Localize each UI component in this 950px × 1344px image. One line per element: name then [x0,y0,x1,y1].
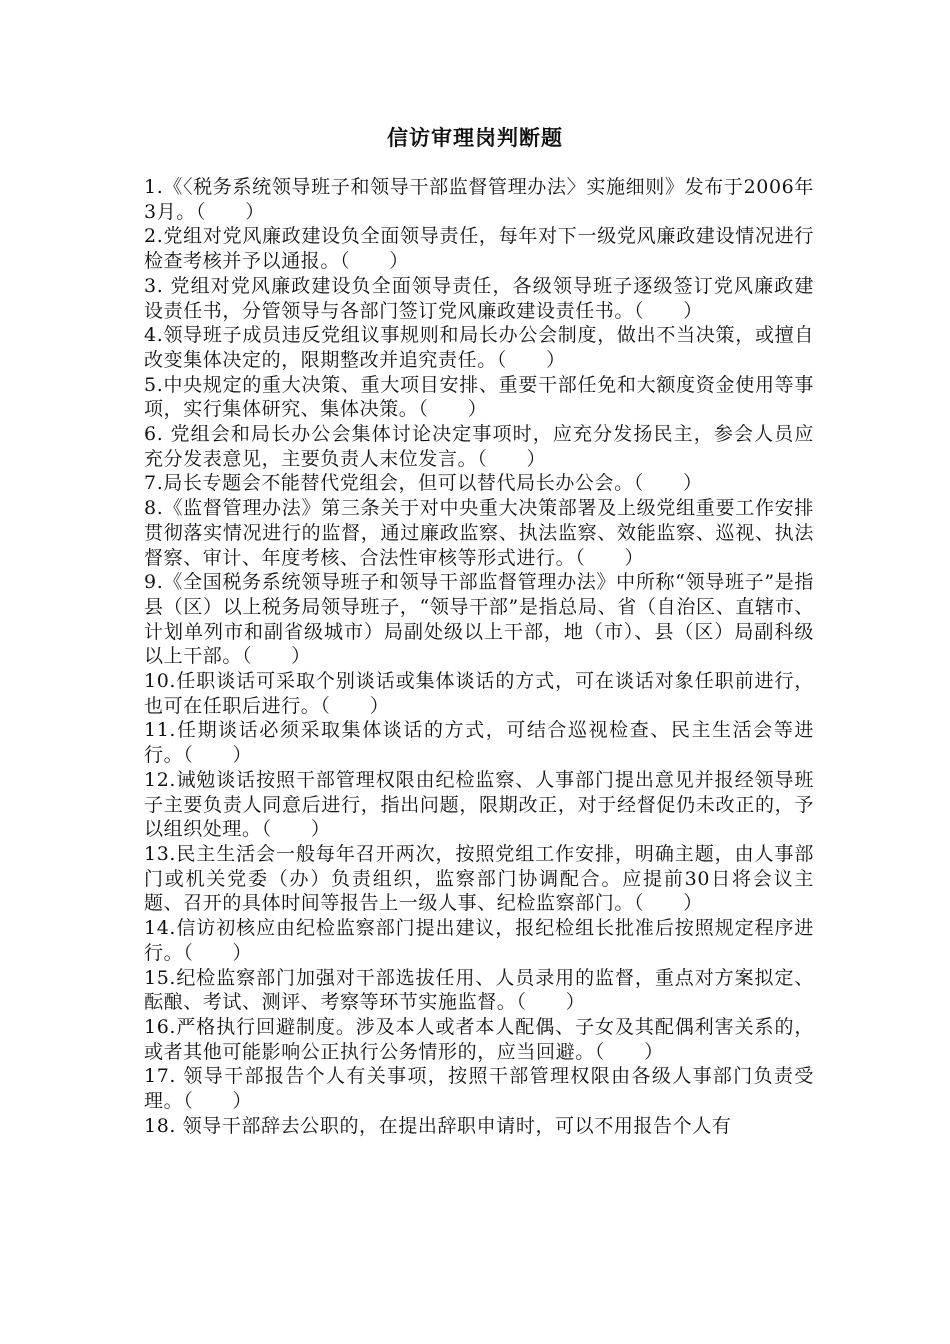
question-item: 3. 党组对党风廉政建设负全面领导责任，各级领导班子逐级签订党风廉政建设责任书，分管领导与各部门签订党风廉政建设责任书。（ ） [144,274,814,322]
question-item: 15.纪检监察部门加强对干部选拔任用、人员录用的监督，重点对方案拟定、酝酿、考试、测评、考察等环节实施监督。（ ） [144,966,814,1014]
question-item: 14.信访初核应由纪检监察部门提出建议，报纪检组长批准后按照规定程序进行。（ ） [144,917,814,964]
question-item: 10.任职谈话可采取个别谈话或集体谈话的方式，可在谈话对象任职前进行，也可在任职后进行。（ ） [144,670,814,717]
question-item: 5.中央规定的重大决策、重大项目安排、重要干部任免和大额度资金使用等事项，实行集体研究、集体决策。（ ） [144,373,814,421]
document-title: 信访审理岗判断题 [387,126,563,150]
question-item: 13.民主生活会一般每年召开两次，按照党组工作安排，明确主题，由人事部门或机关党委（办）负责组织，监察部门协调配合。应提前30日将会议主题、召开的具体时间等报告上一级人事、纪检监察部门。（ ） [144,842,814,915]
question-item: 11.任期谈话必须采取集体谈话的方式，可结合巡视检查、民主生活会等进行。（ ） [144,719,814,767]
question-item: 9.《全国税务系统领导班子和领导干部监督管理办法》中所称“领导班子”是指县（区）以上税务局领导班子，“领导干部”是指总局、省（自治区、直辖市、计划单列市和副省级城市）局副处级以上干部，地（市）、县（区）局副科级以上干部。（ ） [144,571,814,668]
question-item: 16.严格执行回避制度。涉及本人或者本人配偶、子女及其配偶利害关系的，或者其他可能影响公正执行公务情形的，应当回避。（ ） [144,1015,814,1063]
question-item: 4.领导班子成员违反党组议事规则和局长办公会制度，做出不当决策，或擅自改变集体决定的，限期整改并追究责任。（ ） [144,324,814,371]
question-item: 17. 领导干部报告个人有关事项，按照干部管理权限由各级人事部门负责受理。（ ） [144,1065,814,1113]
question-item: 2.党组对党风廉政建设负全面领导责任，每年对下一级党风廉政建设情况进行检查考核并予以通报。（ ） [144,225,814,273]
question-item: 8.《监督管理办法》第三条关于对中央重大决策部署及上级党组重要工作安排贯彻落实情况进行的监督，通过廉政监察、执法监察、效能监察、巡视、执法督察、审计、年度考核、合法性审核等形式进行。（ ） [144,497,814,569]
question-item: 7.局长专题会不能替代党组会，但可以替代局长办公会。（ ） [144,472,703,495]
question-item: 18. 领导干部辞去公职的，在提出辞职申请时，可以不用报告个人有 [144,1114,732,1137]
question-item: 6. 党组会和局长办公会集体讨论决定事项时，应充分发扬民主，参会人员应充分发表意见，主要负责人末位发言。（ ） [144,423,814,470]
question-list [144,175,814,1138]
question-item: 12.诫勉谈话按照干部管理权限由纪检监察、人事部门提出意见并报经领导班子主要负责人同意后进行，指出问题，限期改正，对于经督促仍未改正的，予以组织处理。（ ） [144,768,814,841]
question-item: 1.《〈税务系统领导班子和领导干部监督管理办法〉实施细则》发布于2006年3月。（ ） [144,176,814,223]
